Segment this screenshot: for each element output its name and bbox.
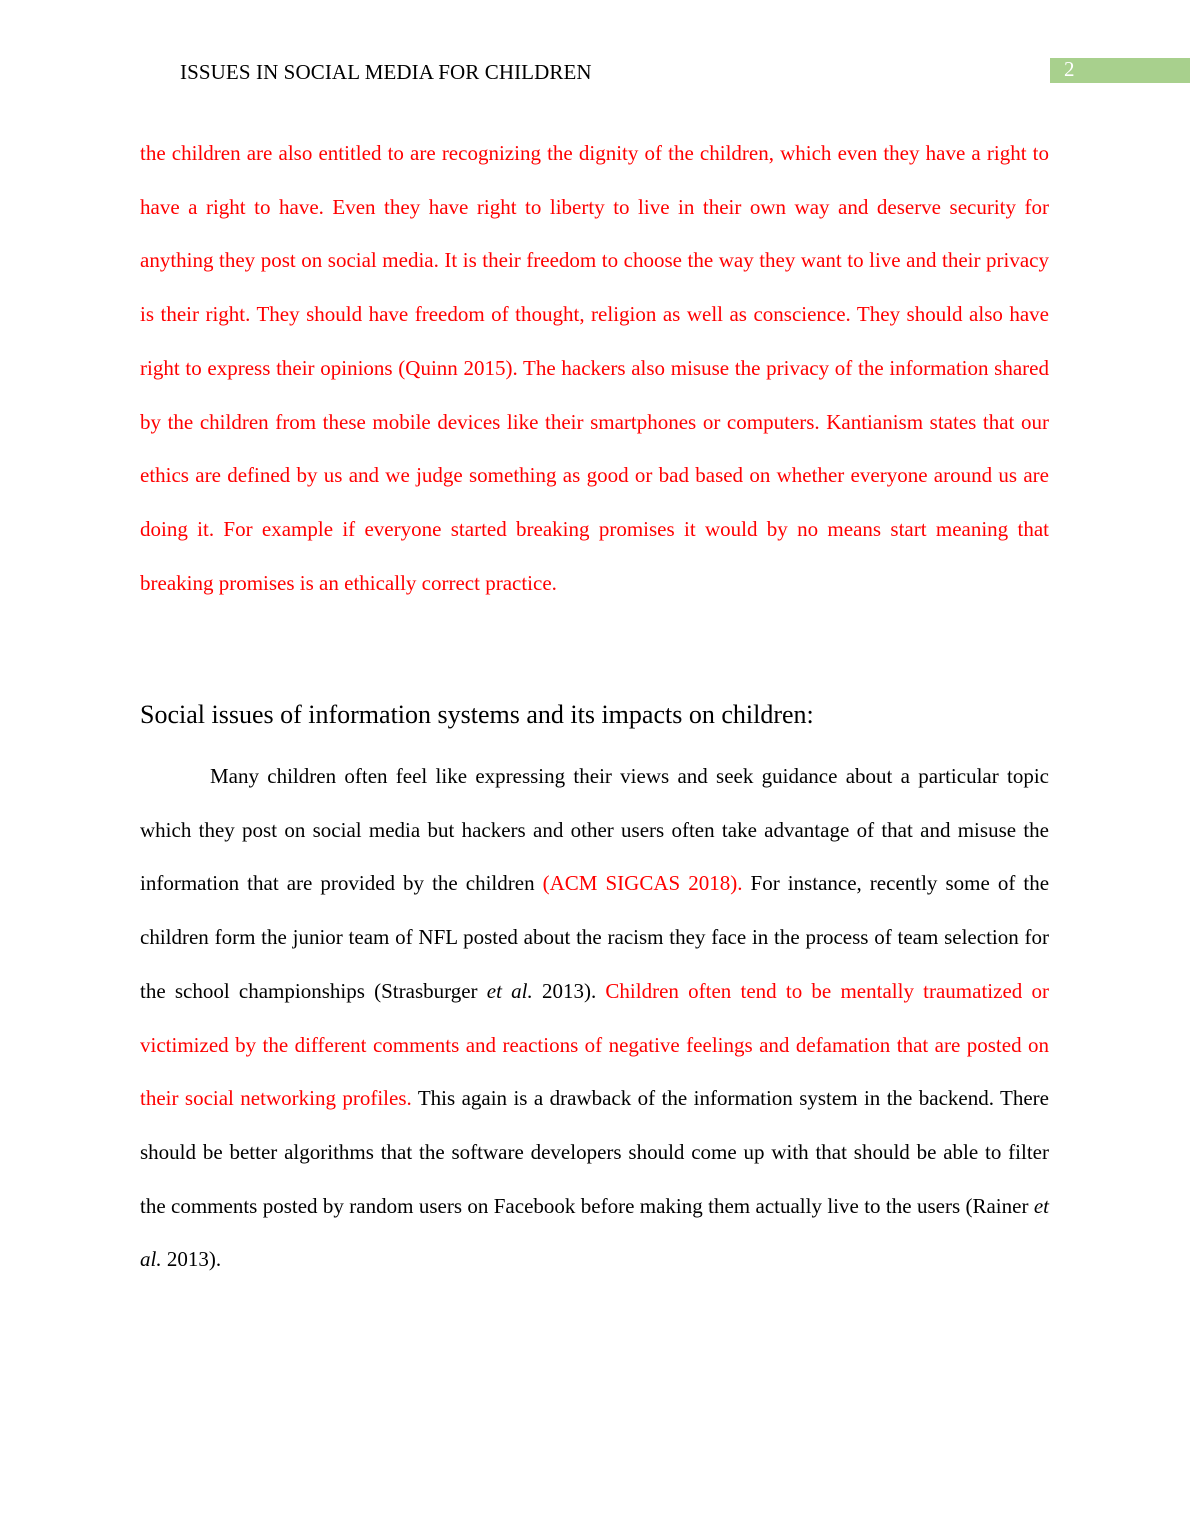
paragraph-social-issues xyxy=(140,750,1049,1287)
citation-year-strasburger: 2013). xyxy=(541,978,597,1003)
et-al-italic-rainer: et al. xyxy=(140,1193,1050,1272)
page-number: 2 xyxy=(1064,57,1075,81)
page-number-badge xyxy=(1050,58,1190,83)
citation-year-rainer: 2013). xyxy=(166,1247,222,1272)
sentence-drawback: This again is a drawback of the information system in the backend. There should be better algorithms that the software developers should come up with that should be able to filter the comments posted by random users on Facebook before making them actually live to the users (Rainer xyxy=(140,1086,1049,1218)
sentence-children-views: Many children often feel like expressing their views and seek guidance about a particular topic which they post on social media but hackers and other users often take advantage of that and misuse the information that are provided by the children xyxy=(140,764,1049,896)
running-header-title: ISSUES IN SOCIAL MEDIA FOR CHILDREN xyxy=(180,60,592,84)
sentence-nfl-racism: For instance, recently some of the children form the junior team of NFL posted about the racism they face in the process of team selection for the school championships (Strasburger xyxy=(140,871,1050,1003)
section-heading: Social issues of information systems and its impacts on children: xyxy=(140,700,814,729)
et-al-italic: et al. xyxy=(486,978,533,1003)
sentence-trauma: Children often tend to be mentally traumatized or victimized by the different comments and reactions of negative feelings and defamation that are posted on their social networking profiles. xyxy=(140,978,1049,1111)
paragraph-rights-and-ethics: the children are also entitled to are recognizing the dignity of the children, which even they have a right to have a right to have. Even they have right to liberty to live in their own way and deserve security for anything they post on social media. It is their freedom to choose the way they want to live and their privacy is their right. They should have freedom of thought, religion as well as conscience. They should also have right to express their opinions (Quinn 2015). The hackers also misuse the privacy of the information shared by the children from these mobile devices like their smartphones or computers. Kantianism states that our ethics are defined by us and we judge something as good or bad based on whether everyone around us are doing it. For example if everyone started breaking promises it would by no means start meaning that breaking promises is an ethically correct practice. xyxy=(140,141,1049,595)
citation-acm-sigcas: (ACM SIGCAS 2018). xyxy=(542,871,743,896)
